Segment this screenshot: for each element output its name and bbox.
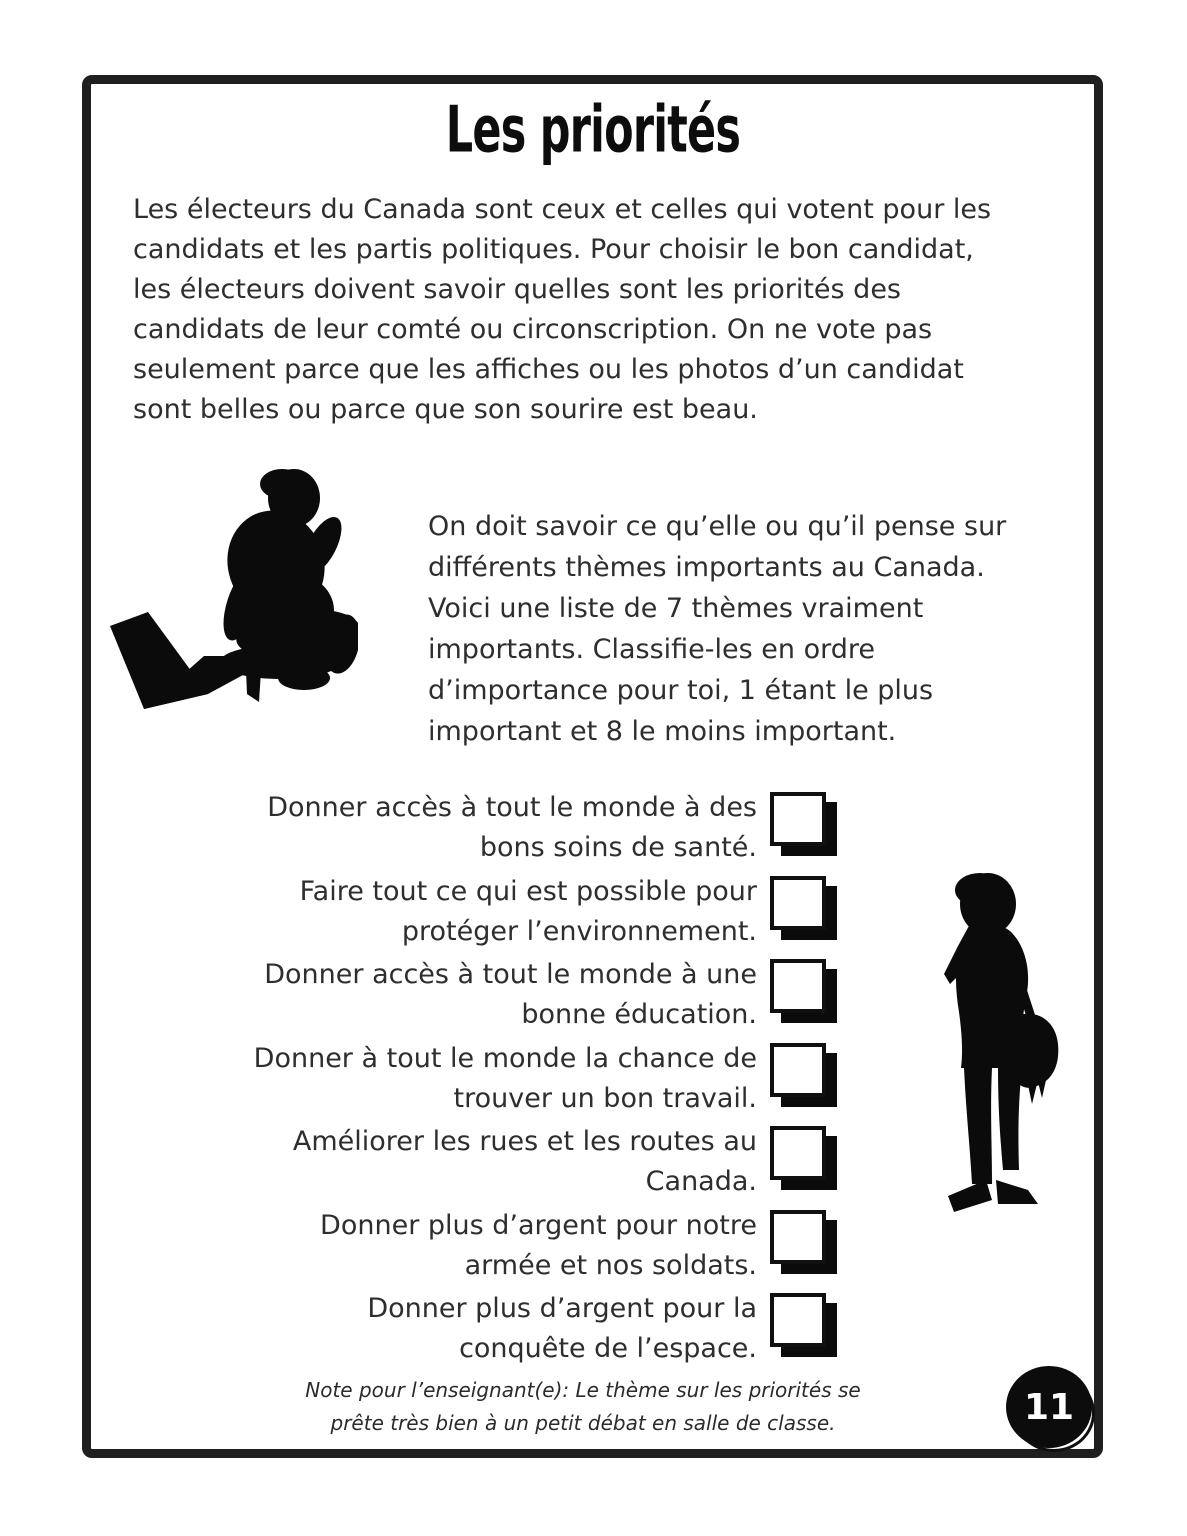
priority-item-5 [230,1122,842,1206]
text-line: conquête de l’espace. [459,1333,757,1364]
instruction-paragraph [428,506,1078,752]
text-line: Améliorer les rues et les routes au [292,1126,757,1157]
text-line: Donner accès à tout le monde à des [267,792,757,823]
priority-item-7-text [230,1289,757,1369]
text-line: trouver un bon travail. [453,1082,757,1114]
text-line: seulement parce que les affiches ou les photos d’un candidat [133,354,964,385]
page-number-badge [1006,1366,1102,1458]
priority-item-6-text [230,1206,757,1286]
text-line: d’importance pour toi, 1 étant le plus [428,675,934,706]
text-line: Donner plus d’argent pour la [367,1293,757,1324]
priority-item-4-text [230,1039,757,1119]
text-line: Donner plus d’argent pour notre [320,1209,757,1241]
text-line: Canada. [645,1166,757,1197]
priority-item-4 [230,1039,842,1123]
page-title-text: Les priorités [445,92,740,167]
page-number-circle [1006,1366,1092,1448]
priorities-list [230,788,842,1373]
standing-woman-thinking-icon [926,866,1064,1218]
priority-rank-box-6[interactable] [770,1210,826,1264]
text-line: bons soins de santé. [479,832,757,863]
priority-rank-box-2[interactable] [770,876,826,930]
text-line: Faire tout ce qui est possible pour [299,875,757,907]
text-line: les électeurs doivent savoir quelles sont les priorités des [133,274,901,305]
text-line: Note pour l’enseignant(e): Le thème sur les priorités se [305,1378,861,1402]
priority-item-3 [230,955,842,1039]
text-line: Les électeurs du Canada sont ceux et celles qui votent pour les [133,194,992,225]
text-line: candidats de leur comté ou circonscription. On ne vote pas [133,314,933,345]
text-line: important et 8 le moins important. [428,716,897,747]
priority-rank-box-1[interactable] [770,792,826,846]
text-line: protéger l’environnement. [401,915,757,947]
priority-item-1 [230,788,842,872]
priority-rank-box-7[interactable] [770,1293,826,1347]
priority-item-7 [230,1289,842,1373]
text-line: bonne éducation. [521,999,757,1030]
priority-rank-box-5[interactable] [770,1126,826,1180]
page-title [82,92,1103,167]
priority-item-2-text [230,872,757,952]
priority-item-5-text [230,1122,757,1202]
text-line: sont belles ou parce que son sourire est beau. [133,394,758,425]
text-line: armée et nos soldats. [464,1249,757,1281]
text-line: Voici une liste de 7 thèmes vraiment [428,593,924,624]
text-line: candidats et les partis politiques. Pour choisir le bon candidat, [133,234,974,265]
teacher-note [233,1374,933,1440]
priority-rank-box-4[interactable] [770,1043,826,1097]
text-line: Donner à tout le monde la chance de [253,1042,757,1074]
text-line: différents thèmes importants au Canada. [428,552,985,583]
text-line: importants. Classifie-les en ordre [428,634,875,665]
priority-rank-box-3[interactable] [770,959,826,1013]
priority-item-6 [230,1206,842,1290]
intro-paragraph [133,190,1073,430]
priority-item-1-text [230,788,757,868]
text-line: prête très bien à un petit débat en salle de classe. [330,1411,836,1435]
person-kneeling-with-laptop-icon [106,464,358,712]
priority-item-3-text [230,955,757,1035]
text-line: On doit savoir ce qu’elle ou qu’il pense sur [428,511,1007,542]
page-number: 11 [1023,1386,1075,1428]
text-line: Donner accès à tout le monde à une [264,959,757,990]
priority-item-2 [230,872,842,956]
